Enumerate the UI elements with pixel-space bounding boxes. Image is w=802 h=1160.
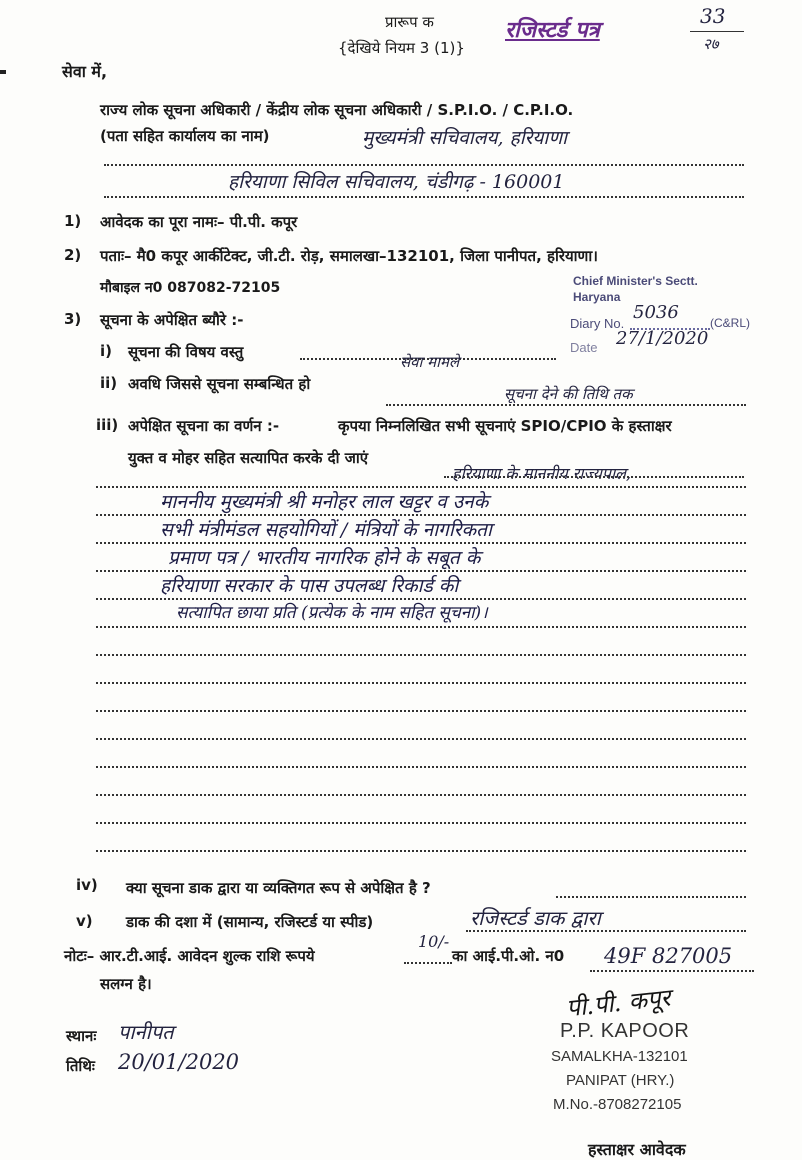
stamp-name: P.P. KAPOOR bbox=[560, 1020, 690, 1042]
office-address-handwritten: हरियाणा सिविल सचिवालय, चंडीगढ़ - 160001 bbox=[228, 171, 565, 193]
information-details-heading: सूचना के अपेक्षित ब्यौरे :- bbox=[100, 311, 244, 329]
place-value: पानीपत bbox=[118, 1020, 174, 1044]
sub-item-number: ii) bbox=[100, 374, 118, 392]
addressee-line1: राज्य लोक सूचना अधिकारी / केंद्रीय लोक सूचना अधिकारी / S.P.I.O. / C.P.I.O. bbox=[100, 101, 574, 119]
date-label: तिथिः bbox=[66, 1057, 95, 1075]
corner-number-bottom: २७ bbox=[703, 35, 719, 53]
sub-item-number: v) bbox=[76, 912, 93, 930]
applicant-signature: पी.पी. कपूर bbox=[564, 983, 672, 1023]
fill-line bbox=[96, 486, 746, 488]
fill-line bbox=[96, 850, 746, 852]
diary-number-label: Diary No. bbox=[570, 316, 625, 331]
description-handwritten-line: सभी मंत्रीमंडल सहयोगियों / मंत्रियों के नागरिकता bbox=[160, 519, 492, 541]
fill-line bbox=[386, 404, 746, 406]
applicant-address: पताः– मै0 कपूर आर्कीटेक्ट, जी.टी. रोड़, समालखा–132101, जिला पानीपत, हरियाणा। bbox=[100, 247, 598, 265]
fill-line bbox=[96, 598, 746, 600]
sub-item-number: iv) bbox=[76, 876, 98, 894]
ipo-label: का आई.पी.ओ. न0 bbox=[452, 947, 565, 965]
enclosed-note: सलग्न है। bbox=[100, 975, 152, 993]
description-handwritten-line: माननीय मुख्यमंत्री श्री मनोहर लाल खट्टर व उनके bbox=[160, 491, 489, 513]
fraction-divider bbox=[690, 31, 744, 32]
rule-reference: {देखिये नियम 3 (1)} bbox=[338, 39, 465, 57]
fill-line bbox=[96, 542, 746, 544]
fill-line bbox=[96, 570, 746, 572]
description-instruction: कृपया निम्नलिखित सभी सूचनाएं SPIO/CPIO के हस्ताक्षर bbox=[338, 417, 672, 435]
diary-number-suffix: (C&RL) bbox=[710, 316, 751, 330]
stamp-mobile: M.No.-8708272105 bbox=[553, 1096, 682, 1113]
fill-line bbox=[556, 896, 746, 898]
post-type-label: डाक की दशा में (सामान्य, रजिस्टर्ड या स्पीड) bbox=[126, 913, 374, 931]
fill-line bbox=[96, 654, 746, 656]
fill-line bbox=[96, 514, 746, 516]
addressee-office-label: (पता सहित कार्यालय का नाम) bbox=[100, 127, 270, 145]
fill-line bbox=[104, 164, 744, 166]
signature-label: हस्ताक्षर आवेदक bbox=[588, 1140, 686, 1159]
description-handwritten-line: हरियाणा के माननीय राज्यपाल, bbox=[452, 464, 632, 483]
fee-note: नोटः– आर.टी.आई. आवेदन शुल्क राशि रूपये bbox=[64, 947, 315, 965]
stamp-address: SAMALKHA-132101 bbox=[551, 1048, 688, 1065]
fill-line bbox=[404, 962, 452, 964]
office-name-handwritten: मुख्यमंत्री सचिवालय, हरियाणा bbox=[362, 127, 567, 149]
fill-line bbox=[96, 738, 746, 740]
fill-line bbox=[590, 970, 754, 972]
hole-punch-mark bbox=[0, 70, 6, 74]
description-instruction-cont: युक्त व मोहर सहित सत्यापित करके दी जाएं bbox=[128, 449, 369, 467]
place-label: स्थानः bbox=[66, 1027, 97, 1045]
description-handwritten-line: हरियाणा सरकार के पास उपलब्ध रिकार्ड की bbox=[160, 575, 459, 597]
date-value: 20/01/2020 bbox=[118, 1050, 240, 1074]
fill-line bbox=[96, 710, 746, 712]
period-label: अवधि जिससे सूचना सम्बन्धित हो bbox=[128, 375, 311, 393]
fill-line bbox=[96, 822, 746, 824]
fill-line bbox=[466, 930, 746, 932]
subject-label: सूचना की विषय वस्तु bbox=[128, 343, 244, 361]
description-handwritten-line: सत्यापित छाया प्रति (प्रत्येक के नाम सहित सूचना)। bbox=[176, 603, 488, 623]
fill-line bbox=[96, 626, 746, 628]
fill-line bbox=[104, 196, 744, 198]
fee-amount: 10/- bbox=[418, 932, 450, 951]
applicant-mobile: मौबाइल न0 087082-72105 bbox=[100, 280, 281, 296]
stamp-district: PANIPAT (HRY.) bbox=[566, 1072, 675, 1089]
diary-stamp-org: Chief Minister's Sectt. bbox=[573, 274, 698, 288]
sub-item-number: iii) bbox=[96, 416, 119, 434]
sub-item-number: i) bbox=[100, 342, 112, 360]
fill-line bbox=[96, 766, 746, 768]
ipo-number: 49F 827005 bbox=[604, 944, 733, 968]
salutation: सेवा में, bbox=[62, 62, 108, 81]
item-number: 2) bbox=[64, 246, 82, 264]
item-number: 3) bbox=[64, 310, 82, 328]
delivery-mode-label: क्या सूचना डाक द्वारा या व्यक्तिगत रूप से अपेक्षित है ? bbox=[126, 879, 431, 897]
item-number: 1) bbox=[64, 212, 82, 230]
registered-letter-mark: रजिस्टर्ड पत्र bbox=[505, 17, 600, 43]
diary-date-label: Date bbox=[570, 340, 598, 355]
diary-stamp-state: Haryana bbox=[573, 290, 621, 304]
subject-value: सेवा मामले bbox=[400, 353, 460, 371]
form-title: प्रारूप क bbox=[385, 13, 434, 31]
corner-number-top: 33 bbox=[700, 4, 726, 28]
diary-number-value: 5036 bbox=[633, 302, 679, 323]
fill-line bbox=[96, 794, 746, 796]
period-value: सूचना देने की तिथि तक bbox=[504, 385, 633, 403]
description-label: अपेक्षित सूचना का वर्णन :- bbox=[128, 417, 280, 435]
fill-line bbox=[444, 476, 744, 478]
fill-line bbox=[96, 682, 746, 684]
applicant-name: आवेदक का पूरा नामः– पी.पी. कपूर bbox=[100, 213, 298, 231]
post-type-value: रजिस्टर्ड डाक द्वारा bbox=[470, 906, 601, 930]
diary-date-value: 27/1/2020 bbox=[616, 328, 709, 349]
description-handwritten-line: प्रमाण पत्र / भारतीय नागरिक होने के सबूत के bbox=[168, 547, 481, 569]
